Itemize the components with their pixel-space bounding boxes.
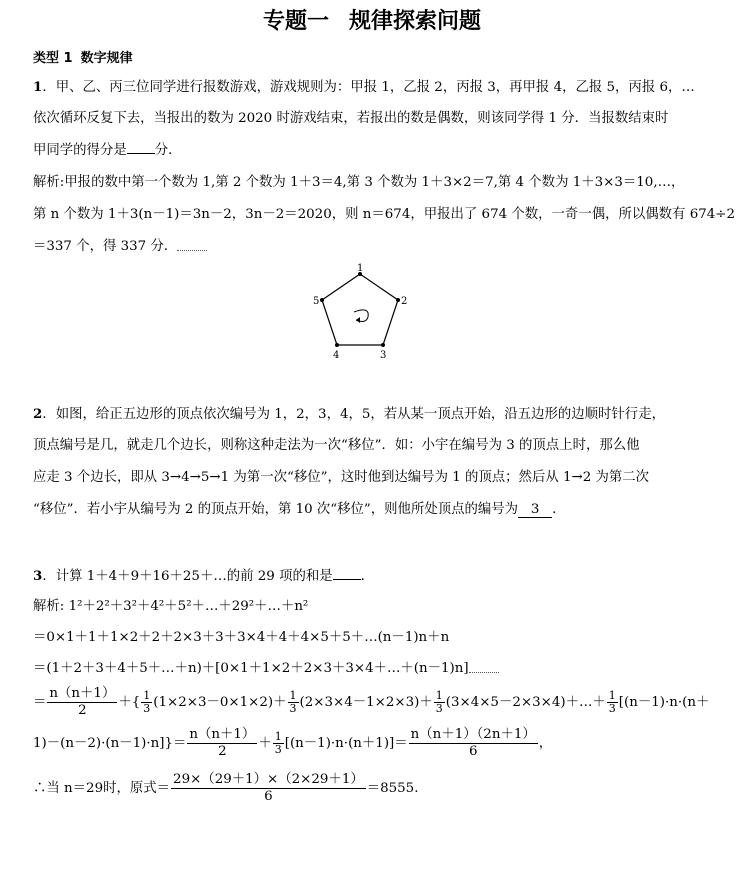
q3-analysis-label: 解析: 1²＋2²＋3²＋4²＋5²＋…＋29²＋…＋n² bbox=[33, 599, 309, 614]
answer-blank[interactable] bbox=[127, 153, 155, 154]
q3-step-4: ＝ $\frac{n(n+1)}{2}$ ＋{ $\frac{1}{3}$ (1×2×3－0×1×2)＋ $\frac{1}{3}$ (2×3×4－1×2×3)＋ $\frac{1}{3}$ (3×4×5－2×3×4)＋…＋ $\frac{1}{3}$ [(n－1)·n·(n＋ bbox=[33, 686, 710, 718]
q2-line-2: 顶点编号是几，就走几个边长，则称这种走法为一次“移位”．如：小宇在编号为 3 的顶点上时，那么他 bbox=[33, 438, 640, 453]
fraction-one-third: $\frac{1}{3}$ bbox=[289, 689, 297, 715]
q1-analysis-3: ＝337 个，得 337 分． bbox=[33, 238, 207, 256]
q1-line-2: 依次循环反复下去，当报出的数为 2020 时游戏结束，若报出的数是偶数，则该同学得 1 分．当报数结束时 bbox=[33, 111, 669, 126]
vertex-dot-3 bbox=[381, 343, 385, 347]
q3-step-2: ＝0×1＋1＋1×2＋2＋2×3＋3＋3×4＋4＋4×5＋5＋…(n－1)n＋n bbox=[33, 630, 450, 645]
q2-line-3: 应走 3 个边长，即从 3→4→5→1 为第一次“移位”，这时他到达编号为 1 的顶点；然后从 1→2 为第二次 bbox=[33, 470, 650, 485]
answer-blank[interactable] bbox=[333, 579, 361, 580]
clockwise-arrow-icon bbox=[354, 310, 368, 322]
pentagon-figure bbox=[300, 262, 420, 362]
fraction-one-third: $\frac{1}{3}$ bbox=[274, 730, 282, 756]
q1-analysis-1: 解析:甲报的数中第一个数为 1,第 2 个数为 1＋3＝4,第 3 个数为 1＋3×2＝7,第 4 个数为 1＋3×3＝10,…， bbox=[33, 175, 685, 190]
vertex-dot-2 bbox=[396, 298, 400, 302]
vertex-label-4: 4 bbox=[333, 350, 340, 361]
q1-analysis-2: 第 n 个数为 1＋3(n－1)＝3n－2，3n－2＝2020，则 n＝674，甲报出了 674 个数，一奇一偶，所以偶数有 674÷2 bbox=[33, 207, 735, 222]
arrow-head-icon bbox=[356, 317, 360, 323]
page-title: 专题一 规律探索问题 bbox=[262, 9, 482, 34]
vertex-dot-5 bbox=[320, 298, 324, 302]
q3-line-1: 3．计算 1＋4＋9＋16＋25＋…的前 29 项的和是 ． bbox=[33, 568, 375, 584]
fraction-n-n1-over-2: $\frac{n(n+1)}{2}$ bbox=[49, 686, 116, 718]
answer-blank[interactable]: 3 bbox=[518, 503, 552, 518]
vertex-label-2: 2 bbox=[401, 296, 408, 307]
section-heading: 类型 1 数字规律 bbox=[33, 51, 133, 66]
wavy-underline bbox=[177, 242, 207, 251]
fraction-final: $\frac{29\times(29+1)\times(2\times 29+1)}{6}$ bbox=[173, 772, 364, 804]
q3-step-5: 1)－(n－2)·(n－1)·n]}＝ $\frac{n(n+1)}{2}$ ＋ $\frac{1}{3}$ [(n－1)·n·(n＋1)]＝ $\frac{n(n+1)(2n+1)}{6}$ ， bbox=[33, 727, 553, 759]
vertex-label-5: 5 bbox=[313, 296, 320, 307]
vertex-label-3: 3 bbox=[380, 350, 387, 361]
q3-conclusion: ∴当 n＝29时，原式＝ $\frac{29\times(29+1)\times(2\times 29+1)}{6}$ ＝8555. bbox=[33, 772, 419, 804]
pentagon-shape bbox=[322, 274, 398, 345]
fraction-n-n1-over-2: $\frac{n(n+1)}{2}$ bbox=[189, 727, 256, 759]
q1-line-3: 甲同学的得分是 分． bbox=[33, 143, 182, 158]
wavy-underline bbox=[469, 664, 499, 673]
q1-line-1: 1．甲、乙、丙三位同学进行报数游戏，游戏规则为：甲报 1，乙报 2，丙报 3，再甲报 4，乙报 5，丙报 6，… bbox=[33, 79, 695, 95]
fraction-sum-of-squares: $\frac{n(n+1)(2n+1)}{6}$ bbox=[410, 727, 536, 759]
fraction-one-third: $\frac{1}{3}$ bbox=[143, 689, 151, 715]
q3-step-3: ＝(1＋2＋3＋4＋5＋…＋n)＋[0×1＋1×2＋2×3＋3×4＋…＋(n－1)n] bbox=[33, 660, 499, 678]
fraction-one-third: $\frac{1}{3}$ bbox=[608, 689, 616, 715]
vertex-label-1: 1 bbox=[357, 263, 364, 274]
vertex-dot-4 bbox=[335, 343, 339, 347]
fraction-one-third: $\frac{1}{3}$ bbox=[435, 689, 443, 715]
q2-line-4: “移位”．若小宇从编号为 2 的顶点开始，第 10 次“移位”，则他所处顶点的编号为 3 ． bbox=[33, 502, 566, 517]
q2-line-1: 2．如图，给正五边形的顶点依次编号为 1，2，3，4，5，若从某一顶点开始，沿五边形的边顺时针行走， bbox=[33, 406, 665, 422]
